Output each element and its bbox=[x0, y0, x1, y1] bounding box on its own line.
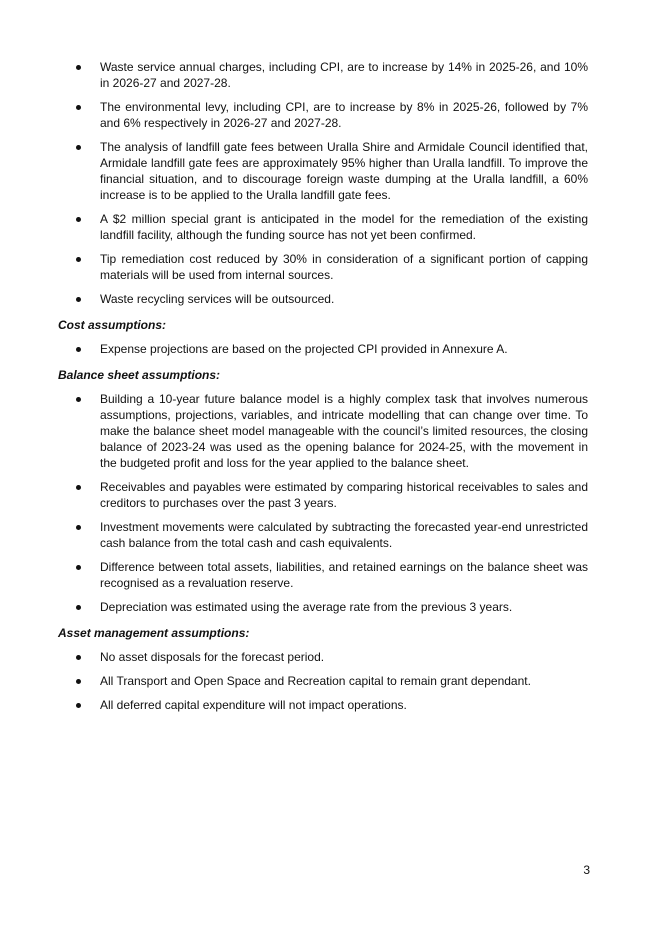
list-item-text: A $2 million special grant is anticipated in the model for the remediation of the existing landfill facility, although the funding source has not yet been confirmed. bbox=[100, 212, 588, 242]
cost-bullet-list bbox=[58, 341, 588, 357]
list-item-text: Waste recycling services will be outsourced. bbox=[100, 292, 335, 306]
list-item-text: Receivables and payables were estimated by comparing historical receivables to sales and creditors to purchases over the past 3 years. bbox=[100, 480, 588, 510]
list-item-text: All deferred capital expenditure will not impact operations. bbox=[100, 698, 407, 712]
list-item bbox=[58, 251, 588, 283]
bullet-icon bbox=[76, 297, 81, 302]
bullet-icon bbox=[76, 565, 81, 570]
list-item bbox=[58, 479, 588, 511]
bullet-icon bbox=[76, 257, 81, 262]
list-item-text: Depreciation was estimated using the average rate from the previous 3 years. bbox=[100, 600, 513, 614]
bullet-icon bbox=[76, 703, 81, 708]
bullet-icon bbox=[76, 65, 81, 70]
asset-management-assumptions-heading: Asset management assumptions: bbox=[58, 626, 250, 640]
list-item-text: All Transport and Open Space and Recreation capital to remain grant dependant. bbox=[100, 674, 531, 688]
asset-bullet-list bbox=[58, 649, 588, 713]
cost-assumptions-heading: Cost assumptions: bbox=[58, 318, 167, 332]
list-item bbox=[58, 559, 588, 591]
list-item bbox=[58, 519, 588, 551]
bullet-icon bbox=[76, 217, 81, 222]
list-item bbox=[58, 291, 588, 307]
balance-bullet-list bbox=[58, 391, 588, 615]
page-number: 3 bbox=[583, 863, 590, 877]
list-item-text: Building a 10-year future balance model is a highly complex task that involves numerous assumptions, projections, variables, and intricate modelling that can change over time. To make the balance sheet model manageable with the council’s limited resources, the closing balance of 2023-24 was used as the opening balance for 2024-25, with the movement in the budgeted profit and loss for the year applied to the balance sheet. bbox=[100, 392, 588, 470]
list-item-text: Tip remediation cost reduced by 30% in consideration of a significant portion of capping materials will be used from internal sources. bbox=[100, 252, 588, 282]
bullet-icon bbox=[76, 145, 81, 150]
list-item bbox=[58, 649, 588, 665]
list-item-text: Investment movements were calculated by subtracting the forecasted year-end unrestricted cash balance from the total cash and cash equivalents. bbox=[100, 520, 588, 550]
list-item bbox=[58, 59, 588, 91]
page-content bbox=[58, 59, 588, 721]
list-item-text: No asset disposals for the forecast period. bbox=[100, 650, 325, 664]
intro-bullet-list bbox=[58, 59, 588, 307]
list-item bbox=[58, 139, 588, 203]
bullet-icon bbox=[76, 679, 81, 684]
list-item bbox=[58, 341, 588, 357]
list-item-text: Difference between total assets, liabilities, and retained earnings on the balance sheet was recognised as a revaluation reserve. bbox=[100, 560, 588, 590]
list-item bbox=[58, 697, 588, 713]
list-item-text: Waste service annual charges, including CPI, are to increase by 14% in 2025-26, and 10% in 2026-27 and 2027-28. bbox=[100, 60, 588, 90]
list-item bbox=[58, 599, 588, 615]
bullet-icon bbox=[76, 525, 81, 530]
bullet-icon bbox=[76, 397, 81, 402]
bullet-icon bbox=[76, 485, 81, 490]
list-item bbox=[58, 99, 588, 131]
list-item-text: The environmental levy, including CPI, are to increase by 8% in 2025-26, followed by 7% and 6% respectively in 2026-27 and 2027-28. bbox=[100, 100, 588, 130]
list-item bbox=[58, 673, 588, 689]
bullet-icon bbox=[76, 655, 81, 660]
list-item-text: The analysis of landfill gate fees between Uralla Shire and Armidale Council identified that, Armidale landfill gate fees are approximately 95% higher than Uralla landfill. To improve the financial situation, and to discourage foreign waste dumping at the Uralla landfill, a 60% increase is to be applied to the Uralla landfill gate fees. bbox=[100, 140, 588, 202]
bullet-icon bbox=[76, 347, 81, 352]
bullet-icon bbox=[76, 105, 81, 110]
balance-sheet-assumptions-heading: Balance sheet assumptions: bbox=[58, 368, 221, 382]
list-item bbox=[58, 211, 588, 243]
list-item-text: Expense projections are based on the projected CPI provided in Annexure A. bbox=[100, 342, 508, 356]
bullet-icon bbox=[76, 605, 81, 610]
list-item bbox=[58, 391, 588, 471]
